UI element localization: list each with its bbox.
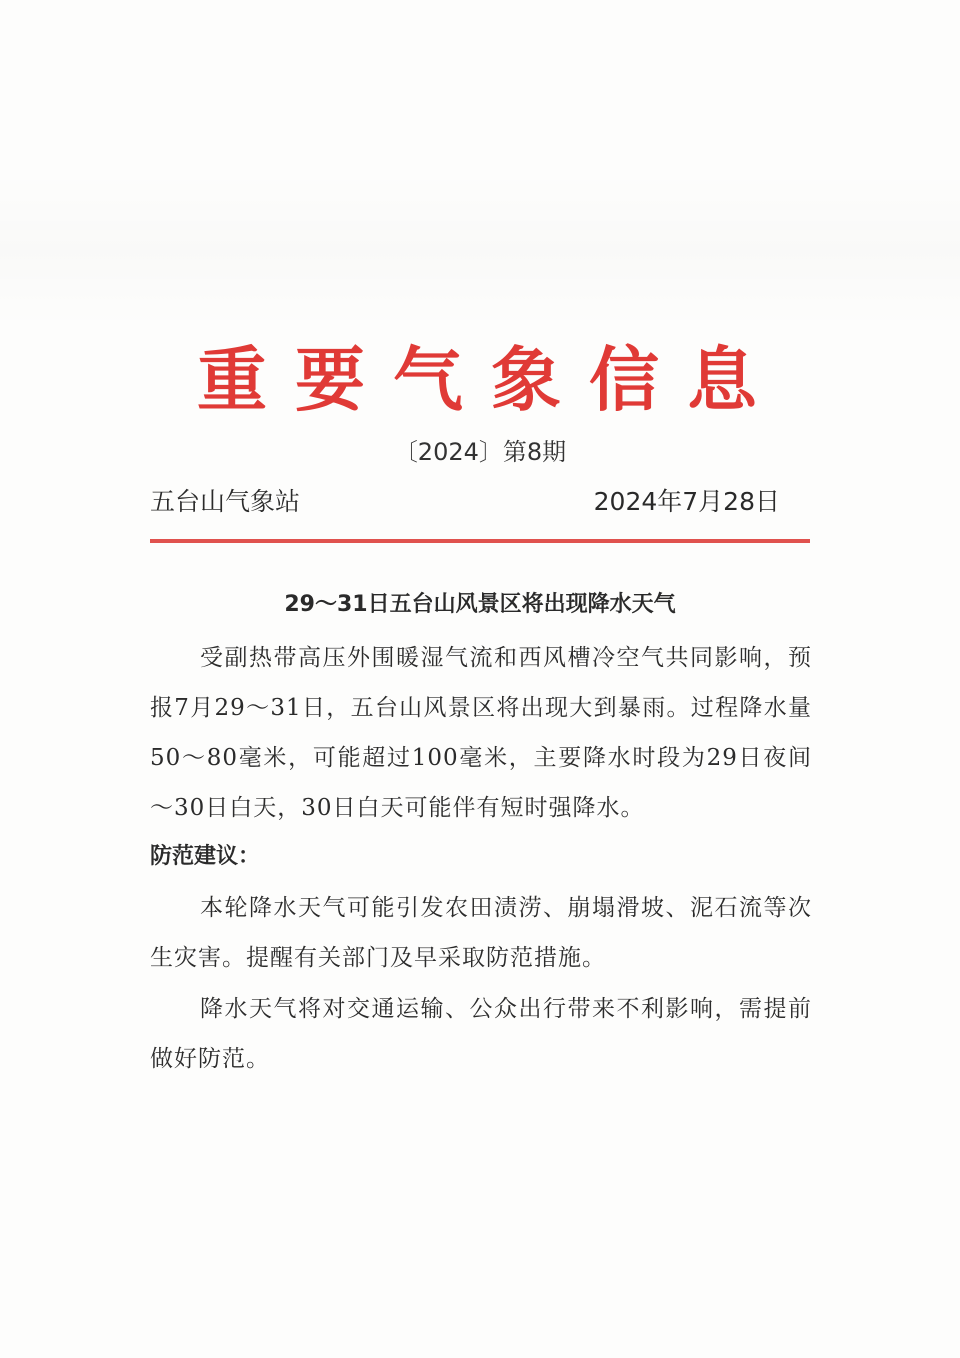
advice-paragraph-2: 降水天气将对交通运输、公众出行带来不利影响，需提前做好防范。	[150, 996, 812, 1072]
issue-number: 〔2024〕第8期	[393, 438, 567, 466]
forecast-paragraph: 受副热带高压外围暖湿气流和西风槽冷空气共同影响，预报7月29～31日，五台山风景区将出现大到暴雨。过程降水量50～80毫米，可能超过100毫米，主要降水时段为29日夜间～30日白天，30日白天可能伴有短时强降水。	[150, 645, 812, 821]
advice-paragraph-1: 本轮降水天气可能引发农田渍涝、崩塌滑坡、泥石流等次生灾害。提醒有关部门及早采取防范措施。	[150, 895, 812, 971]
document-title: 重要气象信息	[197, 339, 785, 421]
headline: 29～31日五台山风景区将出现降水天气	[284, 592, 676, 617]
red-divider-rule	[150, 539, 810, 543]
section-heading: 防范建议：	[150, 844, 261, 869]
scan-shade	[0, 170, 960, 330]
issuer-name: 五台山气象站	[150, 487, 301, 516]
issue-date: 2024年7月28日	[593, 487, 780, 516]
